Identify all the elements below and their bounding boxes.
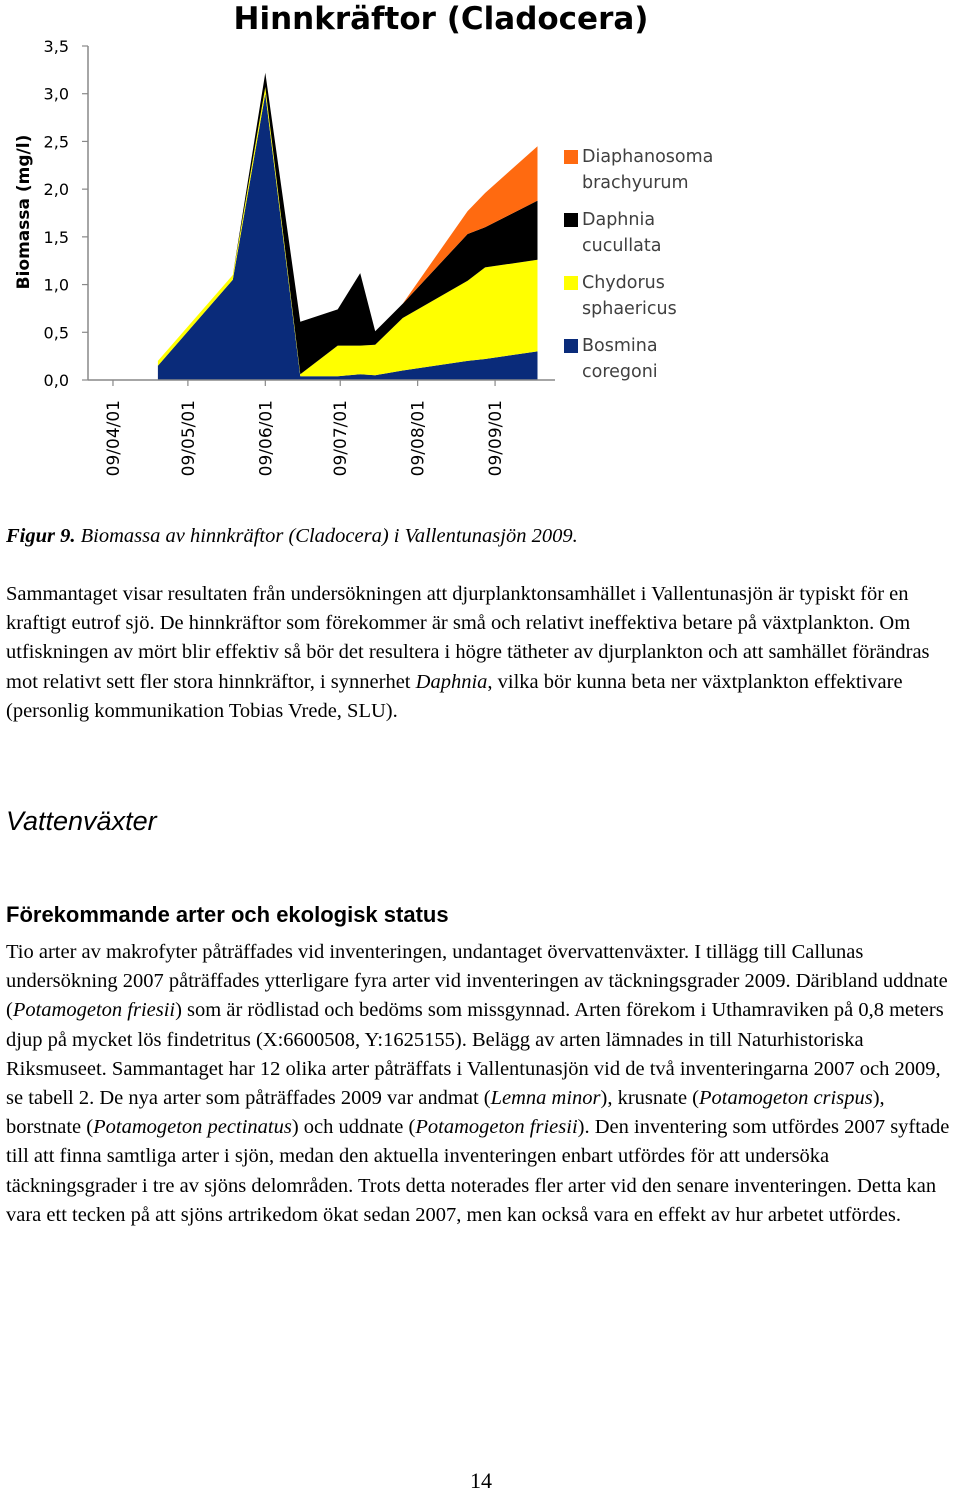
y-tick-label: 0,5 xyxy=(43,323,69,343)
legend xyxy=(564,147,713,382)
legend-swatch-diaphanosoma-brachyurum xyxy=(564,150,578,164)
y-tick-label: 1,0 xyxy=(43,275,69,295)
area-series-group xyxy=(158,73,538,380)
legend-label-daphnia-cucullata: Daphnia cucullata xyxy=(582,210,662,256)
macrophyte-paragraph: Tio arter av makrofyter påträffades vid inventeringen, undantaget övervattenväxter. I tillägg till Callunas undersökning 2007 påträffades ytterligare fyra arter vid inventeringen av täckningsgrader 2009. Däribland uddnate (Potamogeton friesii) som är rödlistad och bedöms som missgynnad. Arten förekom i Uthamraviken på 0,8 meters djup på mycket lös findetritus (X:6600508, Y:1625155). Belägg av arten lämnades in till Naturhistoriska Riksmuseet. Sammantaget har 12 olika arter påträffats i Vallentunasjön vid de två inventeringarna 2007 och 2009, se tabell 2. De nya arter som påträffades 2009 var andmat (Lemna minor), krusnate (Potamogeton crispus), borstnate (Potamogeton pectinatus) och uddnate (Potamogeton friesii). Den inventering som utfördes 2007 syftade till att finna samtliga arter i sjön, medan den aktuella inventeringen enbart utfördes för att undersöka täckningsgrader i tre av sjöns delområden. Trots detta noterades fler arter vid den senare inventeringen. Detta kan vara ett tecken på att sjöns artrikedom ökat sedan 2007, men kan också vara en effekt av hur arbetet utfördes. xyxy=(6,941,950,1226)
legend-swatch-chydorus-sphaericus xyxy=(564,276,578,290)
x-tick-label: 09/04/01 xyxy=(104,400,124,477)
figure-caption-text: Biomassa av hinnkräftor (Cladocera) i Vallentunasjön 2009. xyxy=(80,525,578,547)
legend-swatch-bosmina-coregoni xyxy=(564,339,578,353)
x-tick-label: 09/05/01 xyxy=(178,400,199,477)
y-tick-label: 2,5 xyxy=(43,132,69,152)
chart-title: Hinnkräftor (Cladocera) xyxy=(233,1,649,37)
subsection-heading: Förekommande arter och ekologisk status xyxy=(6,902,449,927)
y-tick-label: 3,0 xyxy=(43,84,69,104)
section-heading: Vattenväxter xyxy=(6,806,157,836)
x-tick-label: 09/06/01 xyxy=(256,400,277,477)
page-number: 14 xyxy=(470,1468,492,1493)
y-tick-label: 1,5 xyxy=(43,227,69,247)
y-axis-label: Biomassa (mg/l) xyxy=(14,134,34,290)
legend-label-chydorus-sphaericus: Chydorus sphaericus xyxy=(582,273,677,319)
legend-swatch-daphnia-cucullata xyxy=(564,213,578,227)
x-tick-label: 09/08/01 xyxy=(408,400,429,477)
legend-label-diaphanosoma-brachyurum: Diaphanosoma brachyurum xyxy=(582,147,714,193)
y-tick-label: 0,0 xyxy=(43,371,69,390)
x-tick-label: 09/07/01 xyxy=(331,400,352,477)
y-tick-label: 3,5 xyxy=(43,37,69,56)
figure-label: Figur 9. xyxy=(6,525,76,547)
legend-label-bosmina-coregoni: Bosmina coregoni xyxy=(582,336,658,382)
figure-caption xyxy=(6,522,956,551)
biomass-chart xyxy=(0,0,960,500)
summary-paragraph: Sammantaget visar resultaten från undersökningen att djurplanktonsamhället i Vallentunasjön är typiskt för en kraftigt eutrof sjö. De hinnkräftor som förekommer är små och relativt ineffektiva betare på växtplankton. Om utfiskningen av mört blir effektiv så bör det resultera i högre tätheter av djurplankton och att samhället förändras mot relativt sett fler stora hinnkräftor, i synnerhet Daphnia, vilka bör kunna beta ner växtplankton effektivare (personlig kommunikation Tobias Vrede, SLU). xyxy=(6,583,930,722)
x-tick-label: 09/09/01 xyxy=(486,400,507,477)
y-tick-label: 2,0 xyxy=(43,180,69,200)
